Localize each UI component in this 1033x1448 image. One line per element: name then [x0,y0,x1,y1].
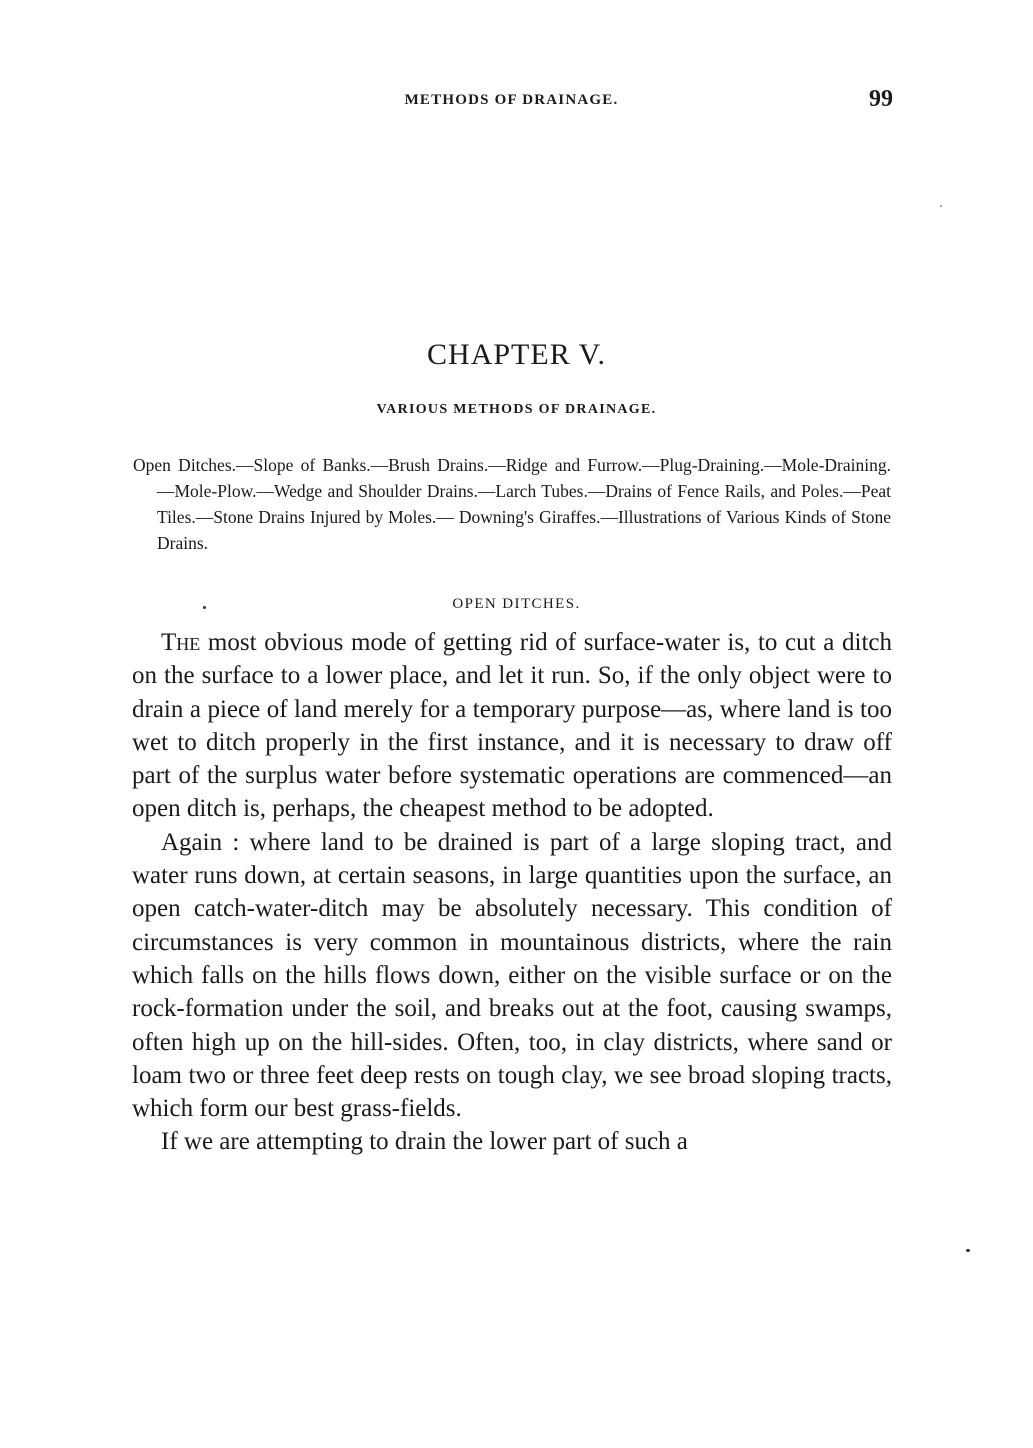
paragraph-3: If we are attempting to drain the lower part of such a [161,1128,688,1156]
paragraph-1-lead: The [161,629,201,656]
page-speck [966,1249,970,1252]
chapter-summary [133,452,891,556]
chapter-subtitle: VARIOUS METHODS OF DRAINAGE. [376,402,657,417]
paragraph-1-text: most obvious mode of getting rid of surface-water is, to cut a ditch on the surface to a lower place, and let it run. So, if the only object were to drain a piece of land merely for a temporary purpose—as, where land is too wet to ditch properly in the first instance, and it is necessary to draw off part of the surplus water before systematic operations are commenced—an open ditch is, perhaps, the cheapest method to be adopted. [132,629,892,823]
running-header [130,86,893,116]
page-number: 99 [869,86,893,112]
page-speck [940,205,942,207]
paragraph-2: Again : where land to be drained is part of a large sloping tract, and water runs down, at certain seasons, in large quantities upon the surface, an open catch-water-ditch may be absolutely necessary. This condition of circumstances is very common in mountainous districts, where the rain which falls on the hills flows down, either on the visible surface or on the rock-formation under the soil, and breaks out at the foot, causing swamps, often high up on the hill-sides. Often, too, in clay districts, where sand or loam two or three feet deep rests on tough clay, we see broad sloping tracts, which form our best grass-fields. [132,828,892,1123]
section-title: OPEN DITCHES. [452,596,581,612]
paragraph-1 [132,626,892,826]
running-title: METHODS OF DRAINAGE. [404,92,619,108]
body-text [132,626,892,1159]
chapter-title: CHAPTER V. [427,338,606,371]
page-speck [203,606,206,609]
chapter-summary-text: Open Ditches.—Slope of Banks.—Brush Drains.—Ridge and Furrow.—Plug-Draining.—Mole-Draining.—Mole-Plow.—Wedge and Shoulder Drains.—Larch Tubes.—Drains of Fence Rails, and Poles.—Peat Tiles.—Stone Drains Injured by Moles.— Downing's Giraffes.—Illustrations of Various Kinds of Stone Drains. [133,455,891,553]
